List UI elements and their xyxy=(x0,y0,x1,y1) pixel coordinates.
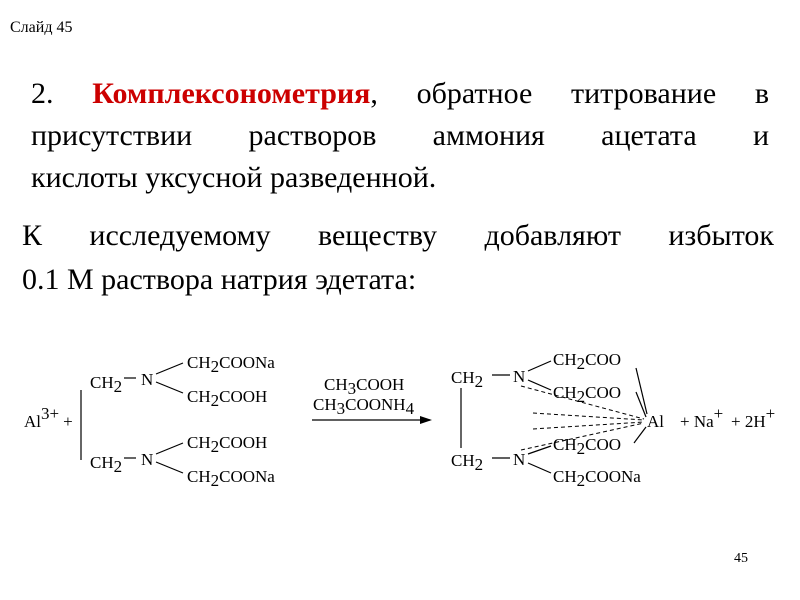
heading-paragraph xyxy=(31,73,769,199)
coord-bond-dashed xyxy=(533,422,644,429)
edta-group-cooh-2: CH2COOH xyxy=(187,433,268,456)
bond xyxy=(156,443,183,454)
complex-bottom-n: N xyxy=(513,450,526,469)
complex-group-coona: CH2COONa xyxy=(553,467,641,490)
coord-bond-solid xyxy=(634,427,646,443)
products-na: + Na+ xyxy=(680,404,724,431)
bond xyxy=(156,462,183,473)
edta-group-cooh-1: CH2COOH xyxy=(187,387,268,410)
heading-number: 2. xyxy=(31,77,54,110)
bond xyxy=(528,463,551,473)
heading-line-1 xyxy=(31,73,769,115)
body-paragraph xyxy=(22,214,774,302)
reagent-acetic-acid: CH3COOH xyxy=(324,375,405,398)
heading-line-2: присутствии растворов аммония ацетата и xyxy=(31,119,769,152)
complex-al: Al xyxy=(647,412,664,431)
al-ion: Al3+ + xyxy=(24,404,73,431)
complex-top-n: N xyxy=(513,367,526,386)
coord-bond-dashed xyxy=(533,413,644,420)
heading-highlight: Комплексонометрия xyxy=(92,77,371,110)
heading-line-1-rest: , обратное титрование в xyxy=(370,77,770,110)
complex-bottom-ch2: CH2 xyxy=(451,451,484,474)
heading-line-3: кислоты уксусной разведенной. xyxy=(31,161,437,194)
bond xyxy=(528,361,551,371)
bond xyxy=(156,363,183,374)
edta-bottom-ch2: CH2 xyxy=(90,453,123,476)
reaction-arrow-head xyxy=(420,416,432,424)
bond xyxy=(156,382,183,393)
edta-group-coona-2: CH2COONa xyxy=(187,467,275,490)
body-line-1: К исследуемому веществу добавляют избыток xyxy=(22,219,774,252)
slide-label: Слайд 45 xyxy=(10,19,73,36)
body-line-2: 0.1 М раствора натрия эдетата: xyxy=(22,263,417,296)
edta-top-n: N xyxy=(141,370,154,389)
edta-top-ch2: CH2 xyxy=(90,373,123,396)
page-number: 45 xyxy=(734,551,748,566)
complex-group-coo-2: CH2COO xyxy=(553,383,622,406)
complex-group-coo-1: CH2COO xyxy=(553,350,622,373)
products-h: + 2H+ xyxy=(731,404,776,431)
complex-group-coo-3: CH2COO xyxy=(553,435,622,458)
reaction-scheme xyxy=(0,330,800,500)
complex-top-ch2: CH2 xyxy=(451,368,484,391)
reagent-ammonium-acetate: CH3COONH4 xyxy=(313,395,415,418)
edta-bottom-n: N xyxy=(141,450,154,469)
edta-group-coona-1: CH2COONa xyxy=(187,353,275,376)
